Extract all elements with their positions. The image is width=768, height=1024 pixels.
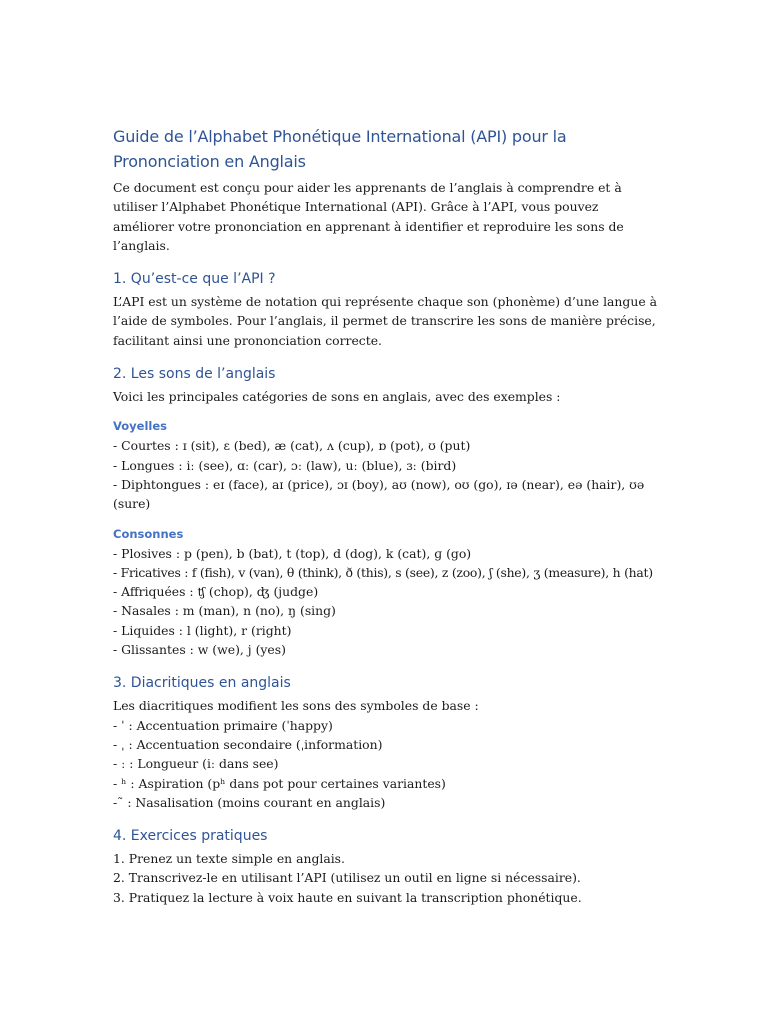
section-text-api: L’API est un système de notation qui représente chaque son (phonème) d’une langue à l’aide de symboles. Pour l’anglais, il permet de transcrire les sons de manière précise, facilitant ainsi une prononciation correcte. bbox=[113, 294, 657, 348]
subheading-consonants: Consonnes bbox=[113, 526, 184, 541]
list-item: 2. Transcrivez-le en utilisant l’API (utilisez un outil en ligne si nécessaire). bbox=[113, 870, 581, 886]
list-item: - Affriquées : ʧ (chop), ʤ (judge) bbox=[113, 584, 319, 600]
list-item: - ʰ : Aspiration (pʰ dans pot pour certaines variantes) bbox=[113, 775, 446, 791]
list-item: - Liquides : l (light), r (right) bbox=[113, 622, 292, 638]
exercises-list bbox=[113, 849, 658, 907]
list-item: -˜ : Nasalisation (moins courant en anglais) bbox=[113, 794, 386, 810]
list-item: - Glissantes : w (we), j (yes) bbox=[113, 642, 286, 658]
list-item: - Plosives : p (pen), b (bat), t (top), d (dog), k (cat), ɡ (go) bbox=[113, 545, 472, 561]
section-heading-api: 1. Qu’est-ce que l’API ? bbox=[113, 271, 276, 288]
list-item: 1. Prenez un texte simple en anglais. bbox=[113, 851, 345, 867]
list-item: 3. Pratiquez la lecture à voix haute en suivant la transcription phonétique. bbox=[113, 889, 582, 905]
section-heading-diacritics: 3. Diacritiques en anglais bbox=[113, 675, 291, 692]
subheading-vowels: Voyelles bbox=[113, 419, 167, 434]
section-heading-exercises: 4. Exercices pratiques bbox=[113, 828, 268, 845]
list-item: - Nasales : m (man), n (no), ŋ (sing) bbox=[113, 603, 336, 619]
intro-paragraph: Ce document est conçu pour aider les apprenants de l’anglais à comprendre et à utiliser l’Alphabet Phonétique International (API). Grâce à l’API, vous pouvez améliorer votre prononciation en apprenant à identifier et reproduire les sons de l’anglais. bbox=[113, 180, 624, 253]
list-item: - Longues : iː (see), ɑː (car), ɔː (law), uː (blue), ɜː (bird) bbox=[113, 457, 457, 473]
consonants-list bbox=[113, 544, 658, 660]
vowels-list bbox=[113, 436, 658, 513]
diacritics-list bbox=[113, 716, 658, 812]
list-item: - ː : Longueur (iː dans see) bbox=[113, 756, 279, 772]
list-item: - ˌ : Accentuation secondaire (ˌinformation) bbox=[113, 736, 383, 752]
list-item: - Fricatives : f (fish), v (van), θ (think), ð (this), s (see), z (zoo), ʃ (she), ʒ (measure), h (hat) bbox=[113, 564, 653, 580]
list-item: - Courtes : ɪ (sit), ɛ (bed), æ (cat), ʌ (cup), ɒ (pot), ʊ (put) bbox=[113, 438, 471, 454]
list-item: - ˈ : Accentuation primaire (ˈhappy) bbox=[113, 717, 333, 733]
list-item: - Diphtongues : eɪ (face), aɪ (price), ɔɪ (boy), aʊ (now), oʊ (go), ɪə (near), eə (hair), ʊə (sure) bbox=[113, 476, 645, 512]
section-text-diacritics: Les diacritiques modifient les sons des symboles de base : bbox=[113, 698, 479, 714]
section-heading-sounds: 2. Les sons de l’anglais bbox=[113, 366, 276, 383]
document-title: Guide de l’Alphabet Phonétique International (API) pour la Prononciation en Anglais bbox=[113, 127, 567, 171]
document-page bbox=[113, 124, 658, 907]
section-text-sounds: Voici les principales catégories de sons en anglais, avec des exemples : bbox=[113, 389, 561, 405]
